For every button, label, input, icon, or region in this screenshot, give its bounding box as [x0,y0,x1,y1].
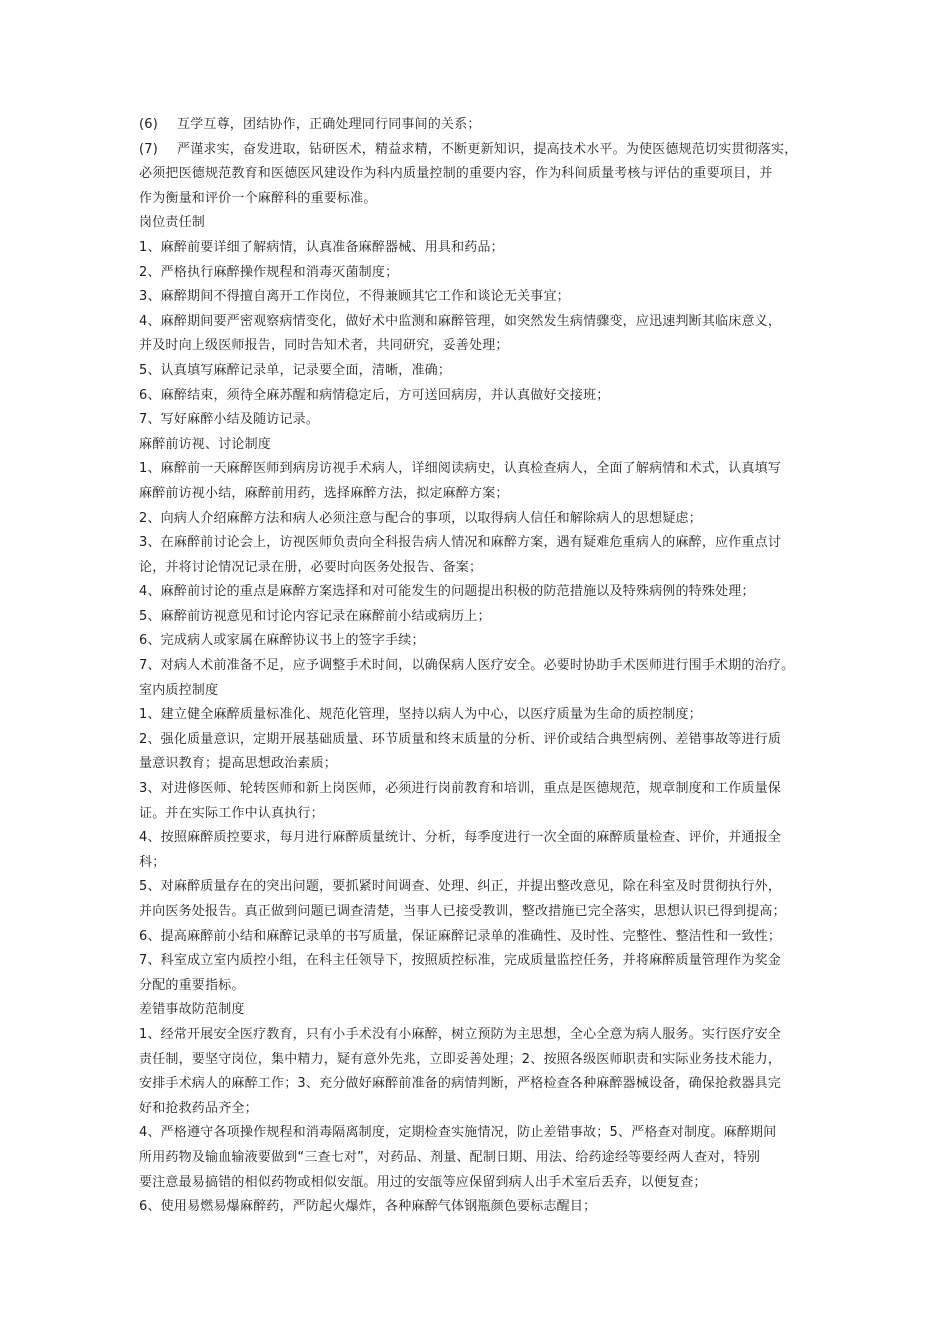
text-line [139,113,829,138]
text-line [139,236,829,261]
line-text: 证。并在实际工作中认真执行； [139,805,324,821]
line-text: 2、严格执行麻醉操作规程和消毒灭菌制度； [139,264,399,280]
text-line [139,703,829,728]
text-line [139,1048,829,1073]
line-text: 分配的重要指标。 [139,977,245,993]
text-line [139,187,829,212]
line-text: 安排手术病人的麻醉工作；3、充分做好麻醉前准备的病情判断，严格检查各种麻醉器械设备，确保抢救器具完 [139,1076,782,1092]
line-text: 6、麻醉结束，须待全麻苏醒和病情稳定后，方可送回病房，并认真做好交接班； [139,387,610,403]
line-text: 7、科室成立室内质控小组，在科主任领导下，按照质控标准，完成质量监控任务，并将麻醉质量管理作为奖金 [139,953,782,969]
line-text: 6、完成病人或家属在麻醉协议书上的签字手续； [139,633,425,649]
text-line [139,285,829,310]
line-text: 并向医务处报告。真正做到问题已调查清楚，当事人已接受教训，整改措施已完全落实，思想认识已得到提高； [139,904,786,919]
line-text: 1、建立健全麻醉质量标准化、规范化管理，坚持以病人为中心，以医疗质量为生命的质控制度； [139,707,702,723]
line-text: 科； [139,854,166,870]
text-line [139,1072,829,1097]
line-text: 所用药物及输血输液要做到“三查七对”，对药品、剂量、配制日期、用法、给药途经等要经两人查对，特别 [139,1149,761,1165]
text-line [139,457,829,482]
text-line [139,629,829,654]
line-text: 7、写好麻醉小结及随访记录。 [139,412,320,428]
line-text: 麻醉前访视小结，麻醉前用药，选择麻醉方法，拟定麻醉方案； [139,485,509,501]
text-line [139,261,829,286]
item-number: (7) [139,141,159,157]
document-body [139,113,829,1220]
text-line [139,1195,829,1220]
text-line [139,1023,829,1048]
line-text: 3、麻醉期间不得擅自离开工作岗位，不得兼顾其它工作和谈论无关事宜； [139,289,570,305]
text-line [139,433,829,458]
text-line [139,679,829,704]
line-text: 差错事故防范制度 [139,1002,245,1018]
text-line [139,162,829,187]
text-line [139,802,829,827]
text-line [139,507,829,532]
text-line [139,728,829,753]
line-text: 5、对麻醉质量存在的突出问题，要抓紧时间调查、处理、纠正，并提出整改意见，除在科室及时贯彻执行外， [139,879,782,895]
text-line [139,556,829,581]
line-text: 4、严格遵守各项操作规程和消毒隔离制度，定期检查实施情况，防止差错事故；5、严格查对制度。麻醉期间 [139,1125,777,1141]
line-text: 4、麻醉期间要严密观察病情变化，做好术中监测和麻醉管理，如突然发生病情骤变，应迅速判断其临床意义， [139,313,782,329]
text-line [139,580,829,605]
line-text: 3、对进修医师、轮转医师和新上岗医师，必须进行岗前教育和培训，重点是医德规范，规章制度和工作质量保 [139,781,782,797]
text-line [139,900,829,925]
line-text: 作为衡量和评价一个麻醉科的重要标准。 [139,190,377,206]
text-line [139,752,829,777]
line-text: 1、麻醉前要详细了解病情，认真准备麻醉器械、用具和药品； [139,239,504,255]
line-text: 5、麻醉前访视意见和讨论内容记录在麻醉前小结或病历上； [139,608,491,624]
line-text: 并及时向上级医师报告，同时告知术者，共同研究，妥善处理； [139,338,509,354]
text-line [139,211,829,236]
line-text: 必须把医德规范教育和医德医风建设作为科内质量控制的重要内容，作为科间质量考核与评估的重要项目，并 [139,166,773,182]
line-text: 严谨求实，奋发进取，钻研医术，精益求精，不断更新知识，提高技术水平。为使医德规范切实贯彻落实， [177,141,798,157]
item-number: (6) [139,117,159,132]
text-line [139,974,829,999]
text-line [139,925,829,950]
text-line [139,1171,829,1196]
line-text: 4、麻醉前讨论的重点是麻醉方案选择和对可能发生的问题提出积极的防范措施以及特殊病例的特殊处理； [139,584,755,600]
text-line [139,1146,829,1171]
line-text: 责任制，要坚守岗位，集中精力，疑有意外先兆，立即妥善处理；2、按照各级医师职责和实际业务技术能力， [139,1051,782,1067]
line-text: 量意识教育；提高思想政治素质； [139,756,338,772]
line-text: 互学互尊，团结协作，正确处理同行同事间的关系； [177,117,481,132]
line-text: 1、麻醉前一天麻醉医师到病房访视手术病人，详细阅读病史，认真检查病人，全面了解病情和术式，认真填写 [139,461,782,477]
line-text: 5、认真填写麻醉记录单，记录要全面，清晰，准确； [139,362,452,378]
line-text: 论，并将讨论情况记录在册，必要时向医务处报告、备案； [139,559,483,575]
text-line [139,998,829,1023]
text-line [139,605,829,630]
text-line [139,482,829,507]
line-text: 4、按照麻醉质控要求，每月进行麻醉质量统计、分析，每季度进行一次全面的麻醉质量检查、评价，并通报全 [139,830,782,846]
line-text: 好和抢救药品齐全； [139,1100,258,1116]
line-text: 岗位责任制 [139,215,206,231]
line-text: 1、经常开展安全医疗教育，只有小手术没有小麻醉，树立预防为主思想，全心全意为病人服务。实行医疗安全 [139,1026,782,1042]
line-text: 室内质控制度 [139,682,219,698]
text-line [139,359,829,384]
line-text: 6、使用易燃易爆麻醉药，严防起火爆炸，各种麻醉气体钢瓶颜色要标志醒目； [139,1199,597,1215]
line-text: 要注意最易搞错的相似药物或相似安瓿。用过的安瓿等应保留到病人出手术室后丢弃，以便复查； [139,1174,707,1190]
text-line [139,1121,829,1146]
line-text: 3、在麻醉前讨论会上，访视医师负责向全科报告病人情况和麻醉方案，遇有疑难危重病人的麻醉，应作重点讨 [139,535,782,551]
line-text: 7、对病人术前准备不足，应予调整手术时间，以确保病人医疗安全。必要时协助手术医师进行围手术期的治疗。 [139,658,795,674]
text-line [139,851,829,876]
text-line [139,310,829,335]
text-line [139,654,829,679]
line-text: 2、向病人介绍麻醉方法和病人必须注意与配合的事项，以取得病人信任和解除病人的思想疑虑； [139,510,702,526]
text-line [139,384,829,409]
text-line [139,531,829,556]
text-line [139,138,829,163]
text-line [139,826,829,851]
line-text: 麻醉前访视、讨论制度 [139,436,272,452]
text-line [139,408,829,433]
line-text: 2、强化质量意识，定期开展基础质量、环节质量和终末质量的分析、评价或结合典型病例、差错事故等进行质 [139,731,782,747]
text-line [139,334,829,359]
text-line [139,949,829,974]
line-text: 6、提高麻醉前小结和麻醉记录单的书写质量，保证麻醉记录单的准确性、及时性、完整性、整洁性和一致性； [139,928,782,944]
text-line [139,1097,829,1122]
text-line [139,875,829,900]
text-line [139,777,829,802]
